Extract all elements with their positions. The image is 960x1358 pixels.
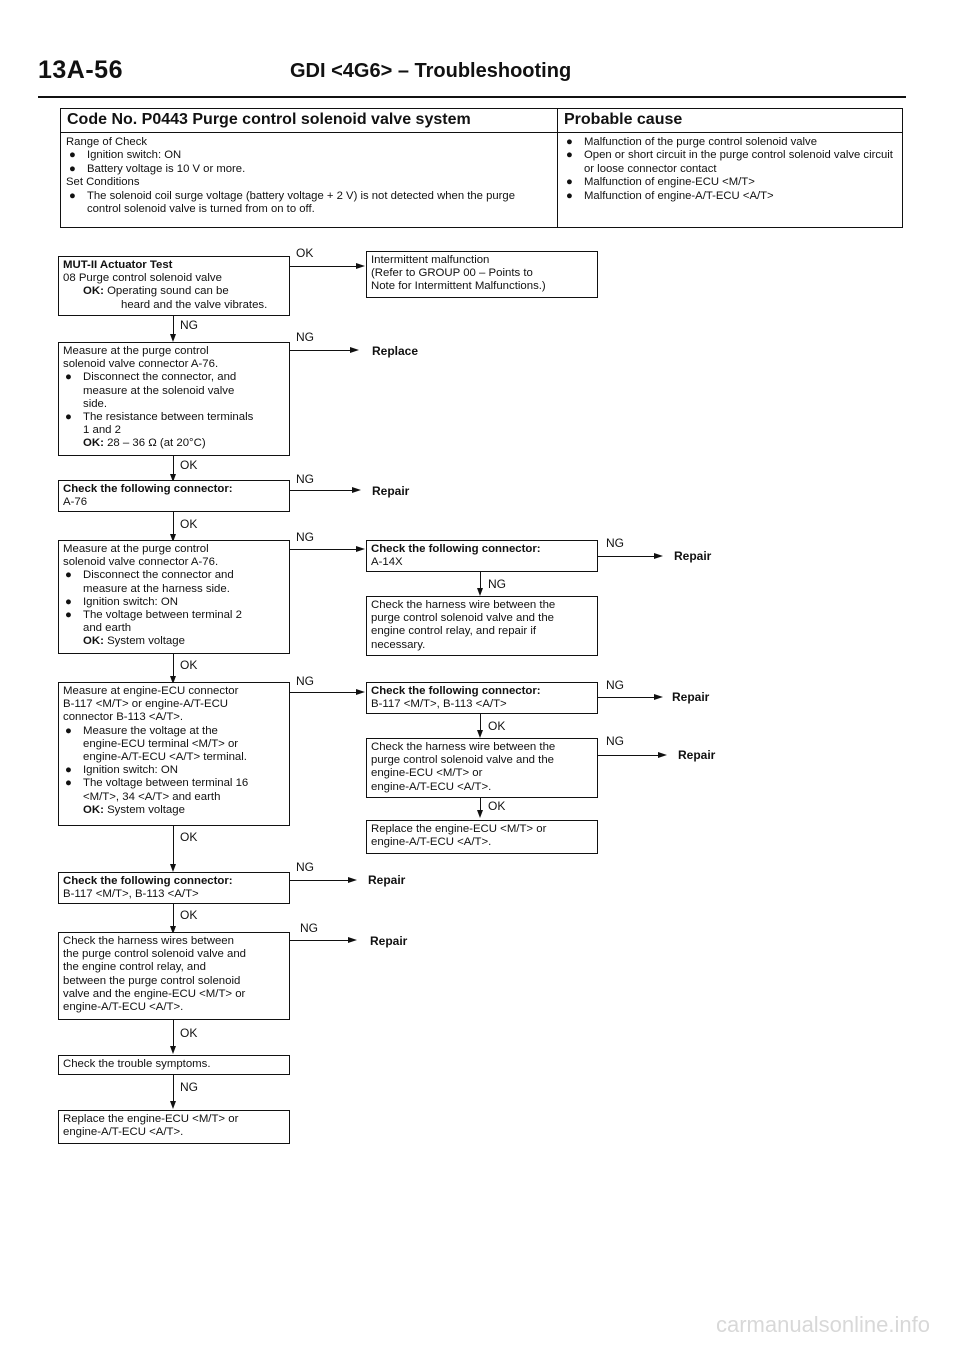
ok-label: OK: [296, 246, 314, 260]
step-measure-resistance: Measure at the purge control solenoid valve connector A-76. ● Disconnect the connector, and measure at the solenoid valve side. ● The resistance between terminals 1 and 2 OK: 28 – 36 Ω (at 20°C): [58, 342, 290, 456]
arrow-head-right: [350, 347, 359, 353]
ok-label: OK: [180, 658, 198, 672]
arrow-head-down: [170, 334, 176, 342]
ok-label: OK: [180, 908, 198, 922]
step-measure-voltage-a76: Measure at the purge control solenoid valve connector A-76. ● Disconnect the connector and measure at the harness side. ● Ignition switch: ON ● The voltage between terminal 2 and earth OK: System voltage: [58, 540, 290, 654]
ng-label: NG: [296, 674, 314, 688]
step-actuator-test: MUT-II Actuator Test 08 Purge control solenoid valve OK: Operating sound can be heard and the valve vibrates.: [58, 256, 290, 316]
arrow-head-right: [352, 487, 361, 493]
arrow-head-right: [658, 752, 667, 758]
step-check-connector-b117: Check the following connector: B-117 <M/T>, B-113 <A/T>: [58, 872, 290, 904]
probable-cause-title: Probable cause: [558, 109, 902, 133]
ng-label: NG: [488, 577, 506, 591]
arrow-head-right: [348, 877, 357, 883]
connector-line: [290, 266, 356, 267]
result-repair: Repair: [372, 484, 410, 498]
result-repair: Repair: [672, 690, 710, 704]
arrow-head-right: [356, 263, 365, 269]
connector-line: [173, 1020, 174, 1048]
connector-line: [290, 940, 348, 941]
ok-label: OK: [180, 458, 198, 472]
ng-label: NG: [606, 536, 624, 550]
ok-label: OK: [180, 517, 198, 531]
connector-line: [173, 904, 174, 928]
range-of-check: Range of Check ● Ignition switch: ON ● Battery voltage is 10 V or more. Set Conditions ● The solenoid coil surge voltage (battery voltage + 2 V) is not detected when the purge control solenoid valve is turned from on to off.: [61, 133, 557, 219]
connector-line: [290, 490, 352, 491]
step-check-connector-a14x: Check the following connector: A-14X: [366, 540, 598, 572]
connector-line: [173, 316, 174, 336]
connector-line: [598, 556, 654, 557]
set-conditions-label: Set Conditions: [66, 176, 140, 189]
ok-label: OK: [488, 719, 506, 733]
watermark: carmanualsonline.info: [715, 1312, 930, 1337]
result-repair: Repair: [370, 934, 408, 948]
cause-item: Open or short circuit in the purge control solenoid valve circuit or loose connector contact: [584, 149, 893, 175]
step-check-connector-b117-right: Check the following connector: B-117 <M/T>, B-113 <A/T>: [366, 682, 598, 714]
ng-label: NG: [300, 921, 318, 935]
arrow-head-right: [348, 937, 357, 943]
cause-item: Malfunction of engine-ECU <M/T>: [584, 176, 755, 189]
page-title: GDI <4G6> – Troubleshooting: [290, 60, 572, 82]
set-condition-item: The solenoid coil surge voltage (battery voltage + 2 V) is not detected when the purge control solenoid valve is turned from on to off.: [87, 189, 515, 216]
result-repair: Repair: [368, 873, 406, 887]
ng-label: NG: [296, 472, 314, 486]
range-label: Range of Check: [66, 136, 148, 148]
connector-line: [173, 512, 174, 536]
result-intermittent: Intermittent malfunction (Refer to GROUP 00 – Points to Note for Intermittent Malfunctions.): [366, 251, 598, 298]
range-item: Ignition switch: ON: [87, 149, 182, 162]
arrow-head-down: [170, 864, 176, 872]
connector-line: [290, 692, 356, 693]
ng-label: NG: [606, 678, 624, 692]
step-replace-ecu: Replace the engine-ECU <M/T> or engine-A/T-ECU <A/T>.: [58, 1110, 290, 1144]
result-repair: Repair: [678, 748, 716, 762]
cause-item: Malfunction of the purge control solenoid valve: [584, 136, 817, 148]
ok-label: OK: [180, 1026, 198, 1040]
step-check-harness-ecu: Check the harness wire between the purge control solenoid valve and the engine-ECU <M/T> or engine-A/T-ECU <A/T>.: [366, 738, 598, 798]
arrow-head-down: [477, 810, 483, 818]
cause-item: Malfunction of engine-A/T-ECU <A/T>: [584, 189, 774, 202]
ng-label: NG: [296, 330, 314, 344]
code-table-cause-column: [558, 109, 902, 227]
step-check-harness-relay: Check the harness wire between the purge control solenoid valve and the engine control relay, and repair if necessary.: [366, 596, 598, 656]
arrow-head-down: [477, 730, 483, 738]
result-repair: Repair: [674, 549, 712, 563]
ng-label: NG: [180, 1080, 198, 1094]
code-title: Code No. P0443 Purge control solenoid valve system: [61, 109, 557, 133]
arrow-head-right: [356, 546, 365, 552]
arrow-head-down: [477, 588, 483, 596]
step-check-harness-wires: Check the harness wires between the purge control solenoid valve and the engine control relay, and between the purge control solenoid valve and the engine-ECU <M/T> or engine-A/T-ECU <A/T>.: [58, 932, 290, 1020]
connector-line: [173, 654, 174, 678]
connector-line: [173, 826, 174, 866]
connector-line: [290, 350, 350, 351]
page-section-number: 13A-56: [38, 56, 123, 84]
probable-cause-list: ● Malfunction of the purge control solenoid valve ● Open or short circuit in the purge control solenoid valve circuit or loose connector contact ● Malfunction of engine-ECU <M/T> ● Malfunction of engine-A/T-ECU <A/T>: [558, 133, 902, 206]
header-rule: [38, 96, 906, 98]
arrow-head-right: [356, 689, 365, 695]
connector-line: [290, 880, 348, 881]
connector-line: [290, 549, 356, 550]
connector-line: [173, 456, 174, 476]
code-table: [60, 108, 903, 228]
ng-label: NG: [296, 860, 314, 874]
arrow-head-down: [170, 1101, 176, 1109]
connector-line: [173, 1075, 174, 1103]
ng-label: NG: [180, 318, 198, 332]
arrow-head-down: [170, 1046, 176, 1054]
result-replace: Replace: [372, 344, 419, 358]
connector-line: [598, 755, 658, 756]
range-item: Battery voltage is 10 V or more.: [87, 162, 246, 175]
ok-label: OK: [488, 799, 506, 813]
connector-line: [598, 697, 654, 698]
arrow-head-right: [654, 553, 663, 559]
ng-label: NG: [296, 530, 314, 544]
code-table-check-column: [61, 109, 558, 227]
ok-label: OK: [180, 830, 198, 844]
step-check-connector-a76: Check the following connector: A-76: [58, 480, 290, 512]
step-check-trouble-symptoms: Check the trouble symptoms.: [58, 1055, 290, 1075]
arrow-head-right: [654, 694, 663, 700]
step-measure-ecu-connector: Measure at engine-ECU connector B-117 <M/T> or engine-A/T-ECU connector B-113 <A/T>. ● Measure the voltage at the engine-ECU terminal <M/T> or engine-A/T-ECU <A/T> terminal. ● Ignition switch: ON ● The voltage between terminal 16 <M/T>, 34 <A/T> and earth OK: System voltage: [58, 682, 290, 826]
step-replace-ecu-right: Replace the engine-ECU <M/T> or engine-A/T-ECU <A/T>.: [366, 820, 598, 854]
ng-label: NG: [606, 734, 624, 748]
